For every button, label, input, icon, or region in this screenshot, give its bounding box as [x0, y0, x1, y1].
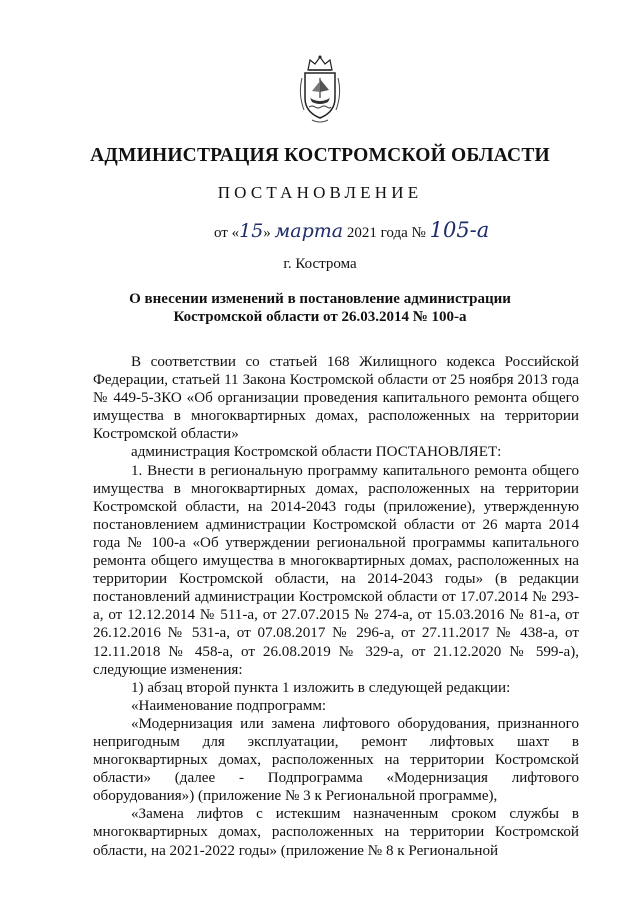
body-paragraph: 1) абзац второй пункта 1 изложить в следующей редакции:: [131, 679, 511, 696]
date-mid: »: [263, 225, 275, 241]
date-number-line: [214, 218, 574, 248]
document-body: [93, 353, 579, 860]
document-type: ПОСТАНОВЛЕНИЕ: [217, 183, 423, 202]
kostroma-coat-of-arms-icon: [296, 54, 344, 126]
body-paragraph: «Замена лифтов с истекшим назначенным сроком службы в многоквартирных домах, расположенных на территории Костромской области, на 2021-2022 годы» (приложение № 8 к Региональной: [93, 806, 579, 859]
subject-line: О внесении изменений в постановление администрации: [129, 291, 511, 307]
handwritten-month: марта: [274, 220, 344, 242]
body-paragraph: В соответствии со статьей 168 Жилищного кодекса Российской Федерации, статьей 11 Закона Костромской области от 25 ноября 2013 года № 449-5-ЗКО «Об организации проведения капитального ремонта общего имущества в многоквартирных домах, расположенных на территории Костромской области»: [93, 354, 579, 443]
document-subject: [0, 290, 640, 326]
body-paragraph: 1. Внести в региональную программу капитального ремонта общего имущества в многоквартирных домах, расположенных на территории Костромской области, на 2014-2043 годы (приложение), утвержденную постановлением администрации Костромской области от 26 марта 2014 года № 100-а «Об утверждении региональной программы капитального ремонта общего имущества в многоквартирных домах, расположенных на территории Костромской области, на 2014-2043 годы» (в редакции постановлений администрации Костромской области от 17.07.2014 № 293-а, от 12.12.2014 № 511-а, от 27.07.2015 № 274-а, от 15.03.2016 № 81-а, от 26.12.2016 № 531-а, от 07.08.2017 № 296-а, от 27.11.2017 № 438-а, от 12.11.2018 № 458-а, от 26.08.2019 № 329-а, от 21.12.2020 № 599-а), следующие изменения:: [93, 462, 579, 678]
date-year: 2021 года №: [343, 225, 426, 241]
subject-line: Костромской области от 26.03.2014 № 100-а: [173, 309, 467, 325]
city: г. Кострома: [283, 256, 357, 272]
body-paragraph: «Наименование подпрограмм:: [131, 697, 327, 714]
body-paragraph: «Модернизация или замена лифтового оборудования, признанного непригодным для эксплуатации, ремонт лифтовых шахт в многоквартирных домах, расположенных на территории Костромской области» (далее - Подпрограмма «Модернизация лифтового оборудования») (приложение № 3 к Региональной программе),: [93, 715, 579, 805]
body-paragraph: администрация Костромской области ПОСТАНОВЛЯЕТ:: [131, 444, 502, 461]
organization-title: АДМИНИСТРАЦИЯ КОСТРОМСКОЙ ОБЛАСТИ: [90, 145, 550, 166]
handwritten-document-number: 105-а: [429, 218, 490, 242]
handwritten-day: 15: [239, 220, 264, 242]
date-prefix: от «: [214, 225, 240, 241]
